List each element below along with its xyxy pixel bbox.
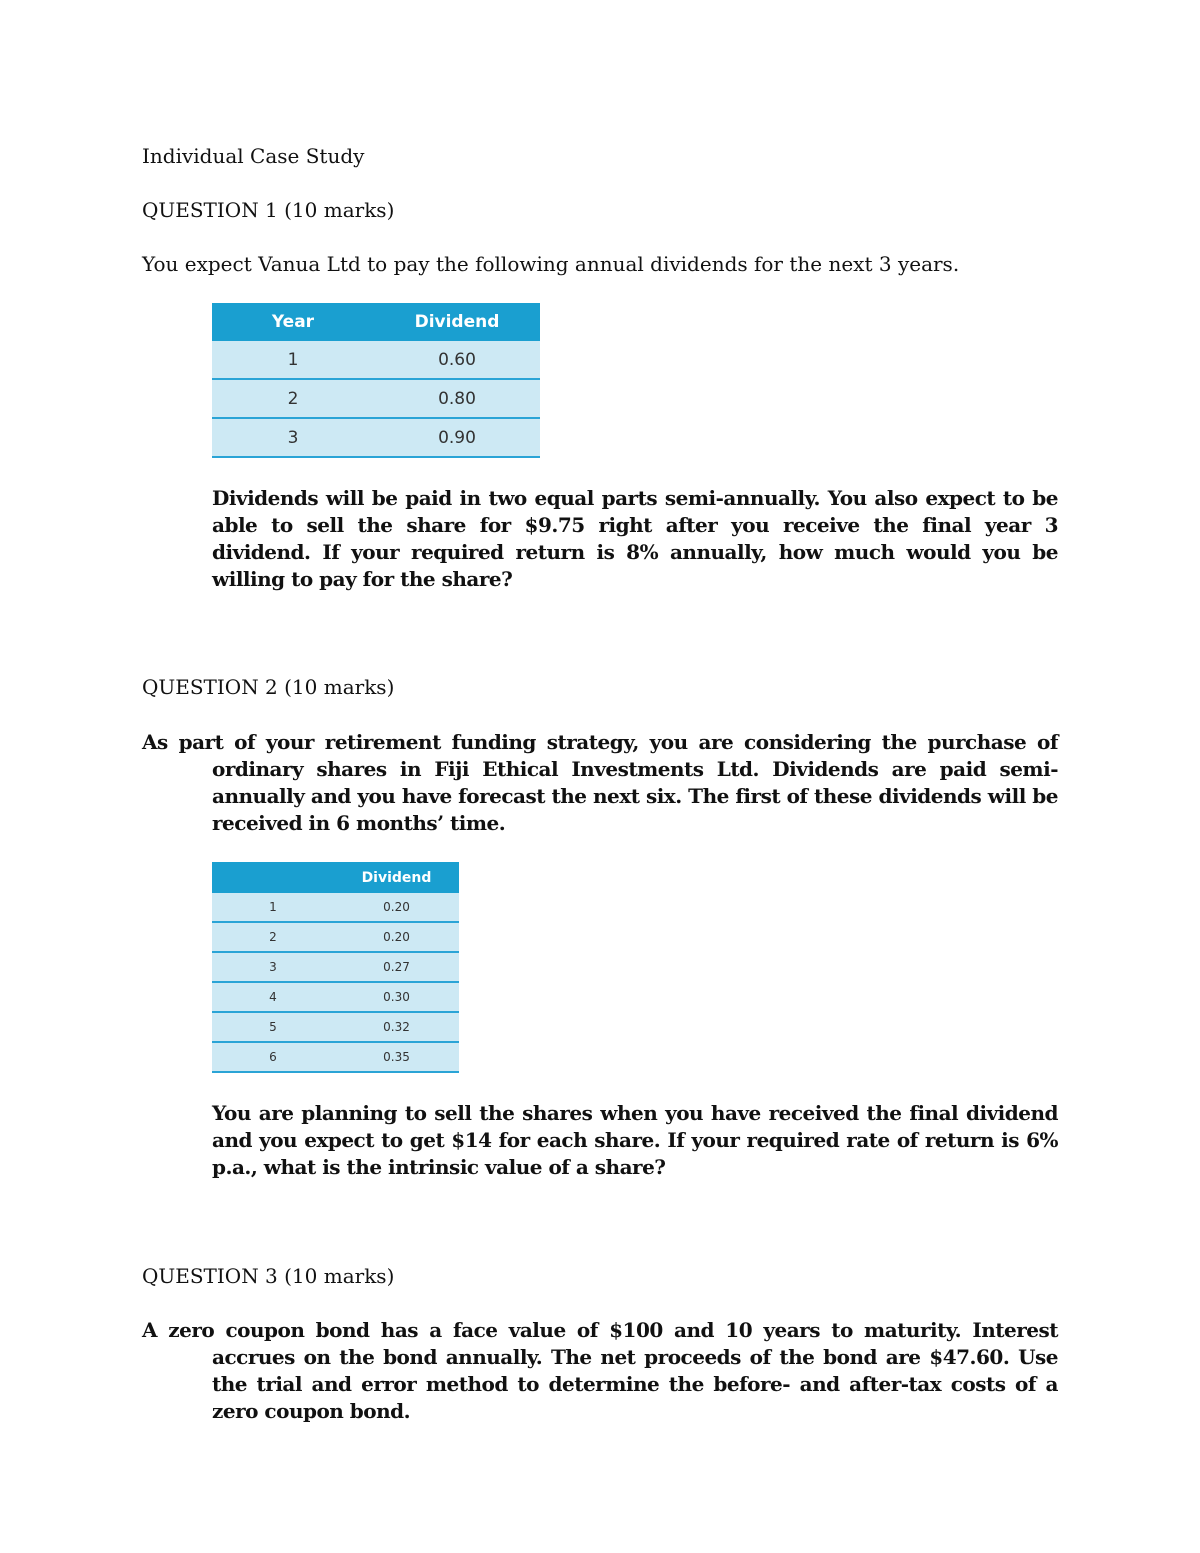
- table-row: [212, 922, 459, 952]
- dividend-cell: 0.20: [334, 922, 459, 952]
- period-cell: 4: [212, 982, 334, 1012]
- column-header-dividend: Dividend: [334, 862, 459, 893]
- column-header-dividend: Dividend: [374, 303, 540, 341]
- table-row: [212, 418, 540, 457]
- year-cell: 1: [212, 341, 374, 379]
- dividend-cell: 0.80: [374, 379, 540, 418]
- question-2-intro: As part of your retirement funding strategy, you are considering the purchase of ordinary shares in Fiji Ethical Investments Ltd. Dividends are paid semi-annually and you have forecast the next six. The first of these dividends will be received in 6 months’ time.: [142, 730, 1058, 835]
- question-1-intro: You expect Vanua Ltd to pay the following annual dividends for the next 3 years.: [142, 252, 960, 276]
- document-title: Individual Case Study: [142, 144, 365, 168]
- column-header-year: Year: [212, 303, 374, 341]
- table-header-row: [212, 303, 540, 341]
- dividend-cell: 0.90: [374, 418, 540, 457]
- dividend-cell: 0.32: [334, 1012, 459, 1042]
- period-cell: 1: [212, 893, 334, 922]
- table-row: [212, 952, 459, 982]
- question-1-body: Dividends will be paid in two equal parts semi-annually. You also expect to be able to sell the share for $9.75 right after you receive the final year 3 dividend. If your required return is 8% annually, how much would you be willing to pay for the share?: [212, 486, 1058, 591]
- question-2-heading: QUESTION 2 (10 marks): [142, 675, 395, 699]
- table-row: [212, 1012, 459, 1042]
- period-cell: 3: [212, 952, 334, 982]
- question-1-dividend-table: [212, 303, 540, 458]
- question-1-heading: QUESTION 1 (10 marks): [142, 198, 395, 222]
- question-2-dividend-table: [212, 862, 459, 1073]
- question-2-body: You are planning to sell the shares when you have received the final dividend and you expect to get $14 for each share. If your required rate of return is 6% p.a., what is the intrinsic value of a share?: [212, 1101, 1058, 1179]
- period-cell: 6: [212, 1042, 334, 1072]
- question-3-heading: QUESTION 3 (10 marks): [142, 1264, 395, 1288]
- year-cell: 3: [212, 418, 374, 457]
- dividend-cell: 0.35: [334, 1042, 459, 1072]
- period-cell: 5: [212, 1012, 334, 1042]
- table-row: [212, 982, 459, 1012]
- table-row: [212, 1042, 459, 1072]
- table-row: [212, 379, 540, 418]
- dividend-cell: 0.20: [334, 893, 459, 922]
- dividend-cell: 0.27: [334, 952, 459, 982]
- period-cell: 2: [212, 922, 334, 952]
- table-header-row: [212, 862, 459, 893]
- table-row: [212, 341, 540, 379]
- dividend-cell: 0.30: [334, 982, 459, 1012]
- table-row: [212, 893, 459, 922]
- column-header-period: [212, 862, 334, 893]
- year-cell: 2: [212, 379, 374, 418]
- dividend-cell: 0.60: [374, 341, 540, 379]
- question-3-intro: A zero coupon bond has a face value of $100 and 10 years to maturity. Interest accrues on the bond annually. The net proceeds of the bond are $47.60. Use the trial and error method to determine the before- and after-tax costs of a zero coupon bond.: [142, 1318, 1058, 1423]
